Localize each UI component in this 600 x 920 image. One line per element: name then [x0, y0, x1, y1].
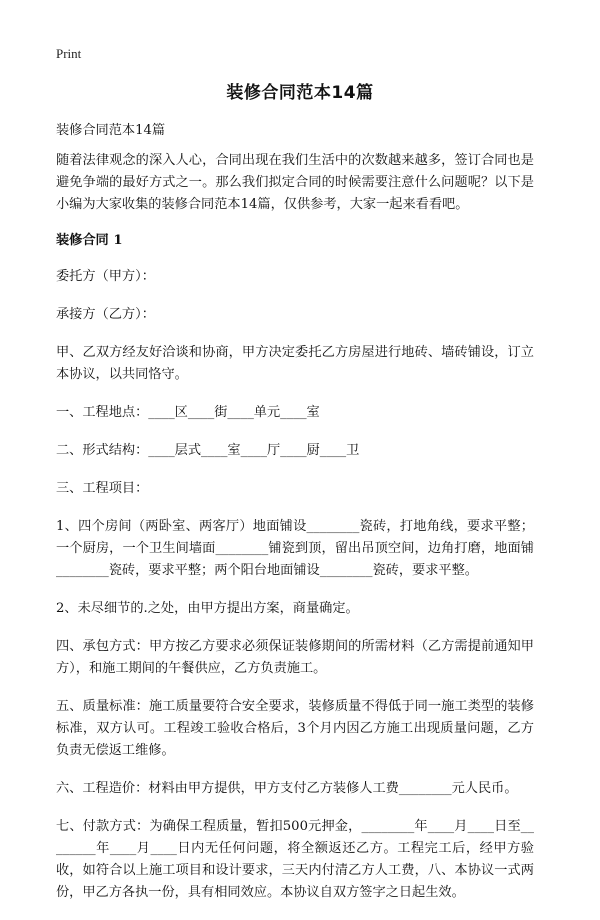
contractor-party-line: 承接方（乙方）：: [56, 307, 155, 322]
clause-structure: 二、形式结构：____层式____室____厅____厨____卫: [56, 443, 360, 458]
clause-location: 一、工程地点：____区____街____单元____室: [56, 405, 320, 420]
intro-paragraph: 随着法律观念的深入人心，合同出现在我们生活中的次数越来越多，签订合同也是避免争端的最好方式之一。那么我们拟定合同的时候需要注意什么问题呢？以下是小编为大家收集的装修合同范本14篇，仅供参考，大家一起来看看吧。: [56, 153, 534, 212]
document-body: [56, 120, 534, 920]
section-heading: 装修合同 1: [56, 233, 123, 248]
client-party-line: 委托方（甲方）：: [56, 269, 155, 284]
clause-project-heading: 三、工程项目：: [56, 481, 149, 496]
clause-contract-method: 四、承包方式：甲方按乙方要求必须保证装修期间的所需材料（乙方需提前通知甲方），和施工期间的午餐供应，乙方负责施工。: [56, 639, 534, 676]
clause-payment-method: 七、付款方式：为确保工程质量，暂扣500元押金，________年____月____日至________年____月____日内无任何问题，将全额返还乙方。工程完工后，经甲方验收，如符合以上施工项目和设计要求，三天内付清乙方人工费，八、本协议一式两份，甲乙方各执一份，具有相同效应。本协议自双方签字之日起生效。: [56, 819, 534, 900]
print-link[interactable]: Print: [56, 46, 82, 61]
agreement-preamble: 甲、乙双方经友好洽谈和协商，甲方决定委托乙方房屋进行地砖、墙砖铺设，订立本协议，以共同恪守。: [56, 345, 534, 382]
clause-project-cost: 六、工程造价：材料由甲方提供，甲方支付乙方装修人工费________元人民币。: [56, 781, 518, 796]
clause-project-item-1: 1、四个房间（两卧室、两客厅）地面铺设________瓷砖，打地角线，要求平整；一个厨房，一个卫生间墙面________铺瓷到顶，留出吊顶空间，边角打磨，地面铺________瓷砖，要求平整；两个阳台地面铺设________瓷砖，要求平整。: [56, 519, 534, 578]
clause-project-item-2: 2、未尽细节的.之处，由甲方提出方案，商量确定。: [56, 601, 359, 616]
document-subtitle: 装修合同范本14篇: [56, 123, 166, 138]
clause-quality-standard: 五、质量标准：施工质量要符合安全要求，装修质量不得低于同一施工类型的装修标准，双方认可。工程竣工验收合格后，3个月内因乙方施工出现质量问题，乙方负责无偿返工维修。: [56, 699, 534, 758]
document-title: 装修合同范本14篇: [226, 83, 374, 103]
